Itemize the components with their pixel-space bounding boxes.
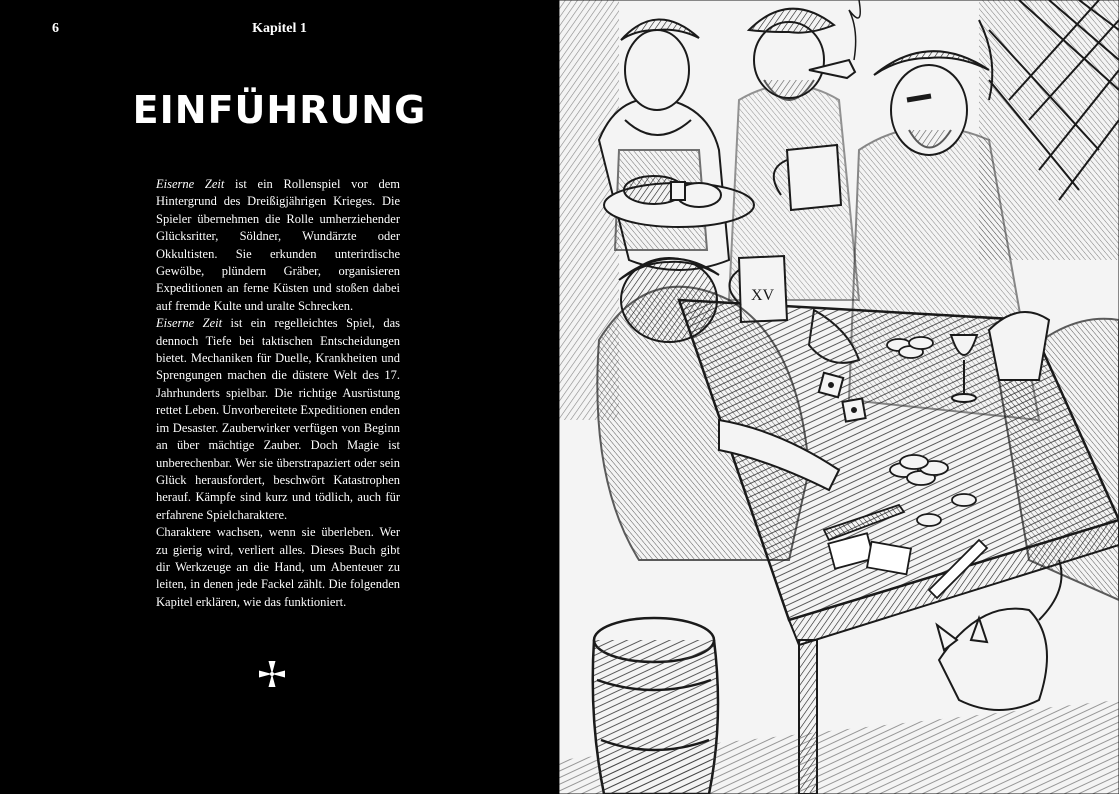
chapter-title — [0, 88, 559, 132]
svg-text:XV: XV — [751, 287, 775, 304]
paragraph-1-lead: Eiserne Zeit — [156, 177, 225, 191]
paragraph-3-text: Charaktere wachsen, wenn sie überleben. Wer zu gierig wird, verliert alles. Dieses Buch gibt dir Werkzeuge an die Hand, um Abenteuer zu leiten, in denen jede Fackel zählt. Die folgenden Kapitel erklären, wie das funktioniert. — [156, 525, 400, 609]
paragraph-2-text: ist ein regelleichtes Spiel, das dennoch Tiefe bei taktischen Entscheidungen bietet. Mechaniken für Duelle, Krankheiten und Sprengungen machen die düstere Welt des 17. Jahrhunderts spielbar. Die richtige Ausrüstung rettet Leben. Unvorbereitete Expeditionen enden im Desaster. Zauberwirker verfügen von Beginn an über mächtige Zauber. Doch Magie ist unberechenbar. Wer sie überstrapaziert oder sein Glück herausfordert, beschwört Katastrophen herauf. Kämpfe sind kurz und tödlich, auch für erfahrene Spielcharaktere. — [156, 316, 400, 522]
page-number: 6 — [52, 21, 59, 36]
chapter-label: Kapitel 1 — [252, 21, 307, 36]
left-page — [0, 0, 559, 794]
illustration-svg — [559, 0, 1119, 794]
paragraph-2-lead: Eiserne Zeit — [156, 316, 223, 331]
paragraph-3 — [156, 524, 400, 611]
paragraph-1 — [156, 176, 400, 315]
tavern-dice-game-illustration — [559, 0, 1119, 794]
cross-pattee-icon — [258, 660, 286, 688]
body-text — [156, 176, 400, 611]
paragraph-1-text: ist ein Rollenspiel vor dem Hintergrund des Dreißigjährigen Krieges. Die Spieler übernehmen die Rolle umherziehender Glücksritter, Söldner, Wundärzte oder Okkultisten. Sie erkunden unterirdische Gewölbe, plündern Gräber, organisieren Expeditionen an ferne Küsten und stoßen dabei auf fremde Kulte und uralte Schrecken. — [156, 177, 400, 313]
chapter-title-text: EINFÜHRUNG — [132, 88, 427, 132]
paragraph-2 — [156, 315, 400, 524]
